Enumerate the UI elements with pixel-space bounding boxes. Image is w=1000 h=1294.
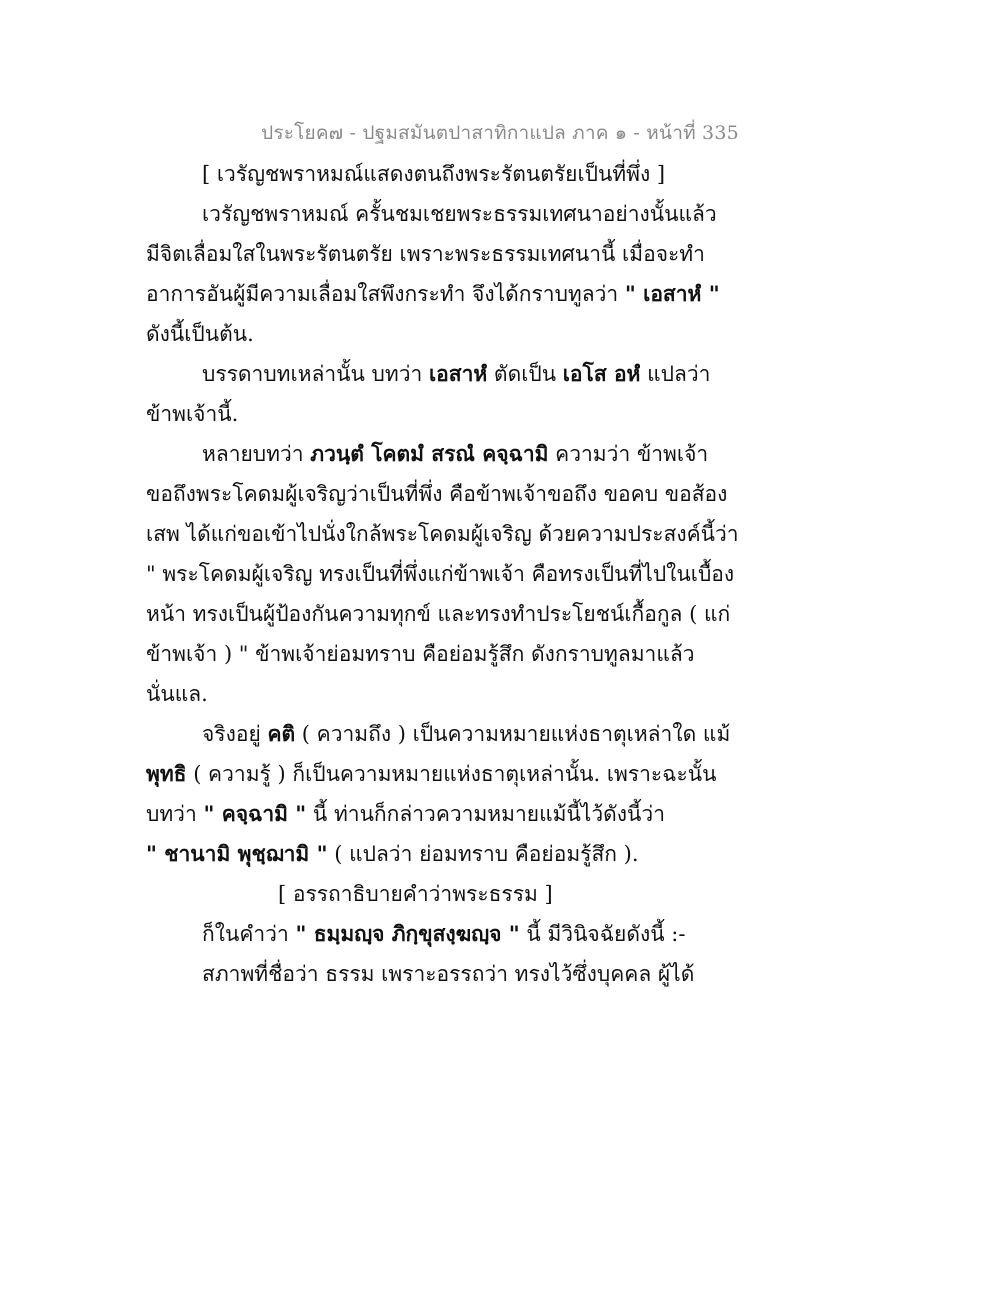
text-run: ความว่า ข้าพเจ้า <box>548 442 709 466</box>
text-run: ข้าพเจ้านี้. <box>146 402 239 426</box>
text-run: หน้า ทรงเป็นผู้ป้องกันความทุกข์ และทรงทำประโยชน์เกื้อกูล ( แก่ <box>146 602 731 626</box>
text-run: จริงอยู่ <box>202 722 268 746</box>
text-line <box>146 594 731 634</box>
text-line <box>146 434 709 474</box>
text-line <box>146 874 666 914</box>
text-run: " พระโคดมผู้เจริญ ทรงเป็นที่พึ่งแก่ข้าพเจ้า คือทรงเป็นที่ไปในเบื้อง <box>146 562 735 586</box>
text-line <box>146 394 666 434</box>
text-run: นี้ มีวินิจฉัยดังนี้ :- <box>519 922 686 946</box>
text-line <box>146 634 695 674</box>
bold-term: เอสาหํ <box>429 361 488 386</box>
text-line <box>146 714 731 754</box>
text-run: [ อรรถาธิบายคำว่าพระธรรม ] <box>278 882 553 906</box>
text-line <box>146 754 717 794</box>
bold-term: คติ <box>267 721 296 746</box>
text-line <box>146 914 686 954</box>
text-run: หลายบทว่า <box>202 442 311 466</box>
text-run: นี้ ท่านก็กล่าวความหมายแม้นี้ไว้ดังนี้ว่า <box>306 802 665 826</box>
bold-term: " ชานามิ พุชฺฌามิ " <box>146 841 328 866</box>
text-line <box>146 194 717 234</box>
text-run: [ เวรัญชพราหมณ์แสดงตนถึงพระรัตนตรัยเป็นที่พึ่ง ] <box>202 162 666 186</box>
text-run: อาการอันผู้มีความเลื่อมใสพึงกระทำ จึงได้กราบทูลว่า <box>146 282 625 306</box>
text-run: ข้าพเจ้า ) " ข้าพเจ้าย่อมทราบ คือย่อมรู้สึก ดังกราบทูลมาแล้ว <box>146 642 695 666</box>
bold-term: พุทธิ <box>146 761 187 786</box>
text-run: นั่นแล. <box>146 682 208 706</box>
bold-term: " คจฺฉามิ " <box>203 801 307 826</box>
text-line <box>146 154 666 194</box>
text-run: มีจิตเลื่อมใสในพระรัตนตรัย เพราะพระธรรมเทศนานี้ เมื่อจะทำ <box>146 242 705 266</box>
text-run: ดังนี้เป็นต้น. <box>146 322 254 346</box>
text-line <box>146 674 666 714</box>
body-text <box>146 154 739 994</box>
text-run: เสพ ได้แก่ขอเข้าไปนั่งใกล้พระโคดมผู้เจริญ ด้วยความประสงค์นี้ว่า <box>146 522 739 546</box>
text-run: ( แปลว่า ย่อมทราบ คือย่อมรู้สึก ). <box>327 842 639 866</box>
text-line <box>146 514 739 554</box>
text-run: แปลว่า <box>640 362 711 386</box>
text-line <box>146 794 666 834</box>
text-line <box>146 834 666 874</box>
page-header: ประโยค๗ - ปฐมสมันตปาสาทิกาแปล ภาค ๑ - หน้าที่ 335 <box>261 122 739 144</box>
text-line <box>146 354 711 394</box>
text-run: บทว่า <box>146 802 204 826</box>
bold-term: " ธมฺมญฺจ ภิกฺขุสงฺฆญฺจ " <box>295 921 520 946</box>
text-run: ก็ในคำว่า <box>202 922 296 946</box>
text-run: สภาพที่ชื่อว่า ธรรม เพราะอรรถว่า ทรงไว้ซึ่งบุคคล ผู้ได้ <box>202 962 695 986</box>
bold-term: ภวนฺตํ โคตมํ สรณํ คจฺฉามิ <box>310 441 549 466</box>
text-run: ขอถึงพระโคดมผู้เจริญว่าเป็นที่พึ่ง คือข้าพเจ้าขอถึง ขอคบ ขอส้อง <box>146 482 728 506</box>
bold-term: " เอสาหํ " <box>624 281 720 306</box>
text-line <box>146 474 728 514</box>
text-line <box>146 554 735 594</box>
text-line <box>146 314 666 354</box>
text-run: บรรดาบทเหล่านั้น บทว่า <box>202 362 429 386</box>
text-run: ( ความถึง ) เป็นความหมายแห่งธาตุเหล่าใด แม้ <box>295 722 731 746</box>
text-run: ( ความรู้ ) ก็เป็นความหมายแห่งธาตุเหล่านั้น. เพราะฉะนั้น <box>186 762 717 786</box>
text-run: ตัดเป็น <box>487 362 563 386</box>
text-line <box>146 954 695 994</box>
text-line <box>146 234 705 274</box>
bold-term: เอโส อหํ <box>562 361 641 386</box>
text-run: เวรัญชพราหมณ์ ครั้นชมเชยพระธรรมเทศนาอย่างนั้นแล้ว <box>202 202 717 226</box>
text-line <box>146 274 720 314</box>
